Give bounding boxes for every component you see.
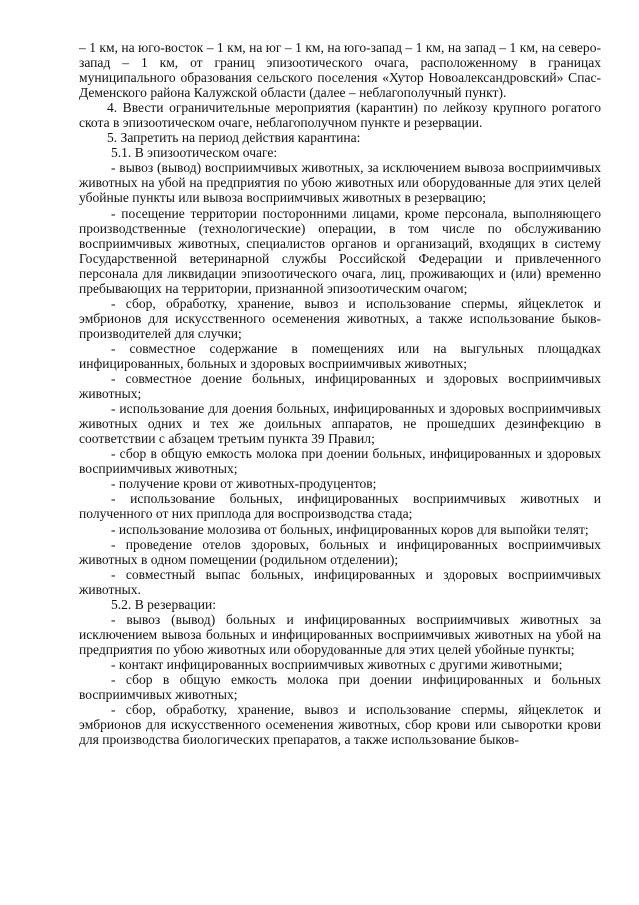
list-item: - сбор в общую емкость молока при доении инфицированных и больных восприимчивых животных;	[79, 671, 601, 703]
list-item: - совместное содержание в помещениях или на выгульных площадках инфицированных, больных и здоровых восприимчивых животных;	[79, 340, 601, 371]
paragraph-continuation: – 1 км, на юго-восток – 1 км, на юг – 1 км, на юго-запад – 1 км, на запад – 1 км, на северо-запад – 1 км, от границ эпизоотического очага, расположенному в границах муниципального образования сельского поселения «Хутор Новоалександровский» Спас-Деменского района Калужской области (далее – неблагополучный пункт).	[79, 40, 601, 101]
list-item: - посещение территории посторонними лицами, кроме персонала, выполняющего производственные (технологические) операции, в том числе по обслуживанию восприимчивых животных, специалистов органов и организаций, входящих в систему Государственной ветеринарной службы Российской Федерации и привлеченного персонала для ликвидации эпизоотического очага, лиц, проживающих и (или) временно пребывающих на территории, признанной эпизоотическим очагом;	[79, 205, 601, 296]
paragraph-item-5-2: 5.2. В резервации:	[111, 596, 216, 612]
list-item: - использование больных, инфицированных восприимчивых животных и полученного от них приплода для воспроизводства стада;	[79, 491, 601, 522]
list-item: - проведение отелов здоровых, больных и инфицированных восприимчивых животных в одном помещении (родильном отделении);	[79, 536, 601, 567]
list-item: - использование молозива от больных, инфицированных коров для выпойки телят;	[111, 521, 589, 537]
list-item: - вывоз (вывод) восприимчивых животных, за исключением вывоза восприимчивых животных на убой на предприятия по убою животных или оборудованные для этих целей убойные пункты или вывоза восприимчивых животных в резервацию;	[79, 160, 601, 206]
list-item: - совместный выпас больных, инфицированных и здоровых восприимчивых животных.	[79, 566, 601, 597]
list-item: - вывоз (вывод) больных и инфицированных восприимчивых животных за исключением вывоза больных и инфицированных восприимчивых животных на убой на предприятия по убою животных или оборудованные для этих целей убойные пункты;	[79, 611, 601, 657]
list-item: - совместное доение больных, инфицированных и здоровых восприимчивых животных;	[79, 371, 601, 402]
list-item: - сбор, обработку, хранение, вывоз и использование спермы, яйцеклеток и эмбрионов для искусственного осеменения животных, а также использование быков-производителей для случки;	[79, 295, 601, 341]
paragraph-item-4: 4. Ввести ограничительные мероприятия (карантин) по лейкозу крупного рогатого скота в эпизоотическом очаге, неблагополучном пункте и резервации.	[79, 100, 601, 131]
list-item: - сбор, обработку, хранение, вывоз и использование спермы, яйцеклеток и эмбрионов для искусственного осеменения животных, сбор крови или сыворотки крови для производства биологических препаратов, а также использование быков-	[79, 702, 601, 748]
list-item: - получение крови от животных-продуцентов;	[111, 476, 377, 492]
paragraph-item-5: 5. Запретить на период действия карантина:	[107, 130, 361, 146]
list-item: - контакт инфицированных восприимчивых животных с другими животными;	[111, 656, 563, 672]
list-item: - сбор в общую емкость молока при доении больных, инфицированных и здоровых восприимчивых животных;	[79, 446, 601, 477]
list-item: - использование для доения больных, инфицированных и здоровых восприимчивых животных одних и тех же доильных аппаратов, не прошедших дезинфекцию в соответствии с абзацем третьим пункта 39 Правил;	[79, 401, 601, 447]
paragraph-item-5-1: 5.1. В эпизоотическом очаге:	[111, 145, 278, 161]
